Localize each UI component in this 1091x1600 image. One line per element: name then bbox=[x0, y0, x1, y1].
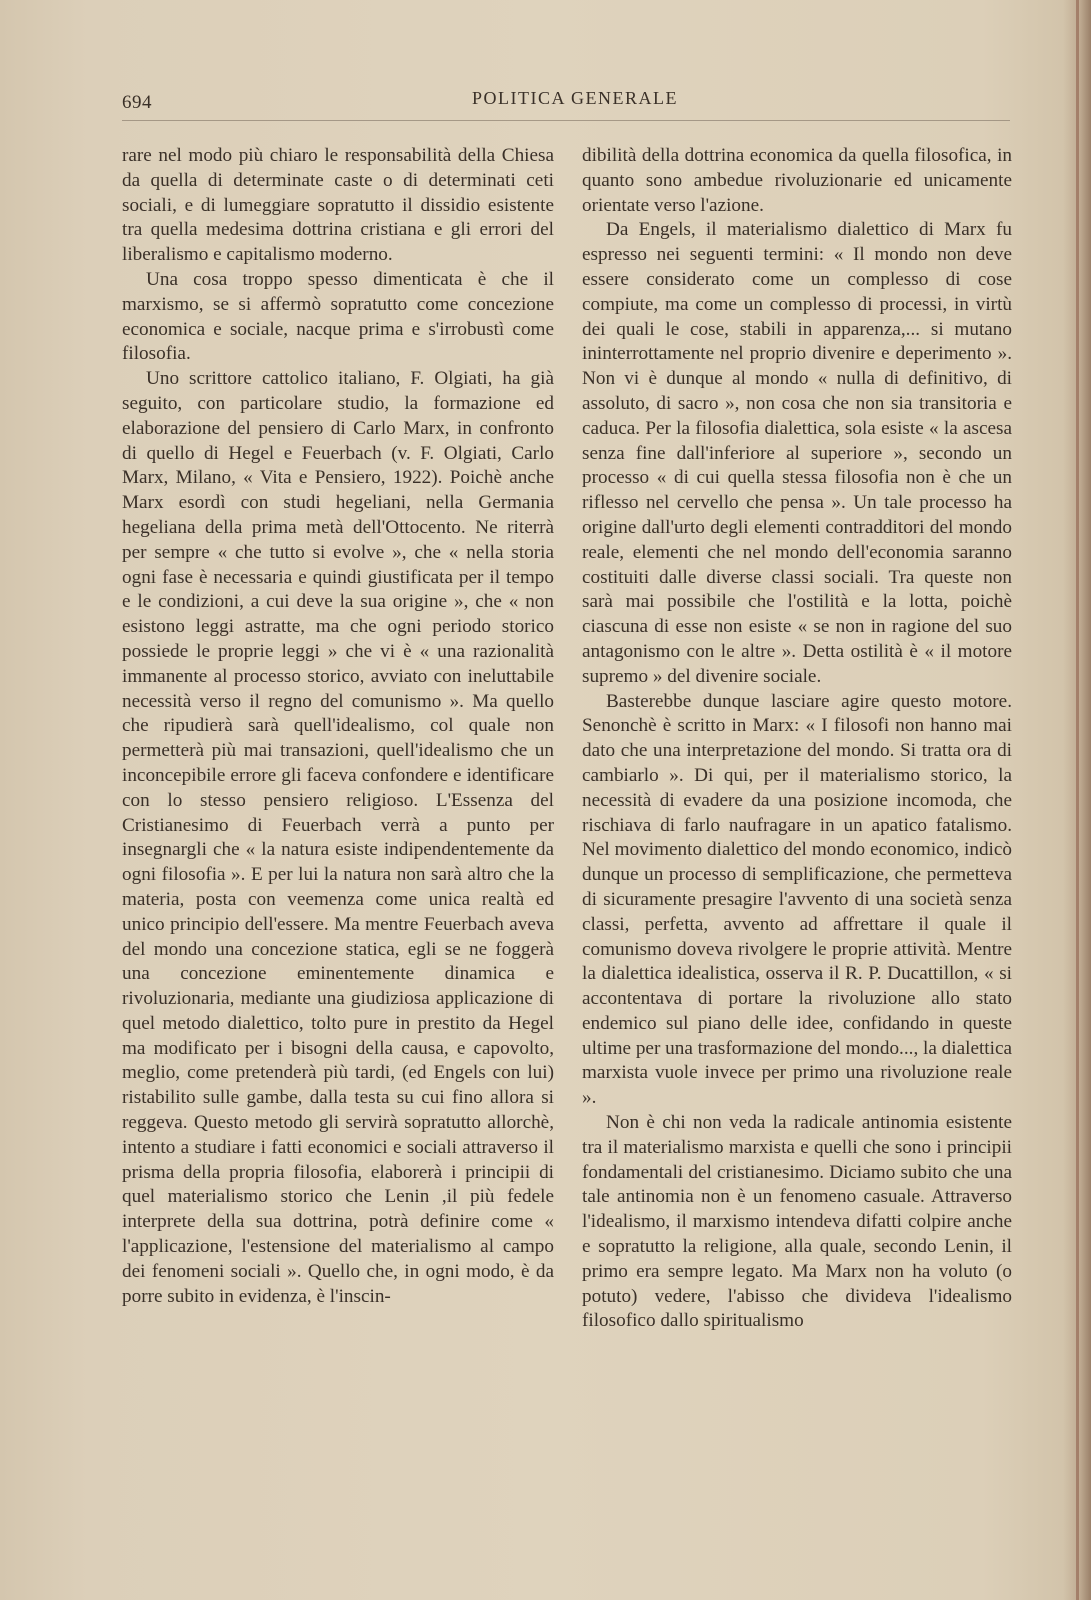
paragraph: dibilità della dottrina economica da quella filosofica, in quanto sono ambedue rivoluzionarie ed unicamente orientate verso l'azione. bbox=[582, 145, 1012, 216]
left-column bbox=[122, 144, 554, 1309]
header-rule bbox=[122, 120, 1010, 121]
paragraph: Da Engels, il materialismo dialettico di Marx fu espresso nei seguenti termini: « Il mondo non deve essere considerato come un complesso di cose compiute, ma come un complesso di processi, in virtù dei quali le cose, stabili in apparenza,... si mutano ininterrottamente nel proprio divenire e deperimento ». Non vi è dunque al mondo « nulla di definitivo, di assoluto, di sacro », non cosa che non sia transitoria e caduca. Per la filosofia dialettica, sola esiste « la ascesa senza fine dall'inferiore al superiore », secondo un processo « di cui quella stessa filosofia non è che un riflesso nel cervello che pensa ». Un tale processo ha origine dall'urto degli elementi contradditori del mondo reale, elementi che nel mondo dell'economia saranno costituiti dalle diverse classi sociali. Tra queste non sarà mai possibile che l'ostilità e la lotta, poichè ciascuna di esse non esiste « se non in ragione del suo antagonismo con le altre ». Detta ostilità è « il motore supremo » del divenire sociale. bbox=[582, 219, 1012, 687]
paragraph: Non è chi non veda la radicale antinomia esistente tra il materialismo marxista e quelli che sono i principii fondamentali del cristianesimo. Diciamo subito che una tale antinomia non è un fenomeno casuale. Attraverso l'idealismo, il marxismo intendeva difatti colpire anche e sopratutto la religione, alla quale, secondo Lenin, il primo era sempre legato. Ma Marx non ha voluto (o potuto) vedere, l'abisso che divideva l'idealismo filosofico dallo spiritualismo bbox=[582, 1112, 1012, 1332]
paragraph: Una cosa troppo spesso dimenticata è che il marxismo, se si affermò sopratutto come concezione economica e sociale, nacque prima e s'irrobustì come filosofia. bbox=[122, 268, 554, 365]
running-title: POLITICA GENERALE bbox=[472, 88, 678, 108]
page-number: 694 bbox=[122, 92, 152, 113]
right-column bbox=[582, 144, 1012, 1334]
running-header bbox=[122, 88, 1002, 114]
paragraph: Basterebbe dunque lasciare agire questo motore. Senonchè è scritto in Marx: « I filosofi non hanno mai dato che una interpretazione del mondo. Si tratta ora di cambiarlo ». Di qui, per il materialismo storico, la necessità di evadere da una posizione incomoda, che rischiava di farlo naufragare in un apatico fatalismo. Nel movimento dialettico del mondo economico, indicò dunque un processo di semplificazione, che permetteva di sicuramente presagire l'avvento di una società senza classi, perfetta, avvento ad affrettare il quale il comunismo doveva rivolgere le proprie attività. Mentre la dialettica idealistica, osserva il R. P. Ducattillon, « si accontentava di portare la rivoluzione allo stato endemico sul piano delle idee, confidando in queste ultime per una trasformazione del mondo..., la dialettica marxista vuole invece per primo una rivoluzione reale ». bbox=[582, 690, 1012, 1109]
paragraph: rare nel modo più chiaro le responsabilità della Chiesa da quella di determinate caste o di determinati ceti sociali, e di lumeggiare sopratutto il dissidio esistente tra quella medesima dottrina cristiana e gli errori del liberalismo e capitalismo moderno. bbox=[122, 145, 554, 266]
paragraph: Uno scrittore cattolico italiano, F. Olgiati, ha già seguito, con particolare studio, la formazione ed elaborazione del pensiero di Carlo Marx, in confronto di quello di Hegel e Feuerbach (v. F. Olgiati, Carlo Marx, Milano, « Vita e Pensiero, 1922). Poichè anche Marx esordì con studi hegeliani, nella Germania hegeliana della prima metà dell'Ottocento. Ne riterrà per sempre « che tutto si evolve », che « nella storia ogni fase è necessaria e quindi giustificata per il tempo e le condizioni, a cui deve la sua origine », che « non esistono leggi astratte, ma che ogni periodo storico possiede le proprie leggi » che vi è « una razionalità immanente al processo storico, avviato con ineluttabile necessità verso il regno del comunismo ». Ma quello che ripudierà sarà quell'idealismo, col quale non permetterà più mai transazioni, quell'idealismo che un inconcepibile errore gli faceva confondere e identificare con lo stesso pensiero religioso. L'Essenza del Cristianesimo di Feuerbach verrà a punto per insegnargli che « la natura esiste indipendentemente da ogni filosofia ». E per lui la natura non sarà altro che la materia, posta con veemenza come unica realtà ed unico principio dell'essere. Ma mentre Feuerbach aveva del mondo una concezione statica, egli se ne foggerà una concezione eminentemente dinamica e rivoluzionaria, mediante una giudiziosa applicazione di quel metodo dialettico, tolto pure in prestito da Hegel ma modificato per i bisogni della causa, e capovolto, meglio, come pretenderà più tardi, (ed Engels con lui) ristabilito sulle gambe, dalla testa su cui fino allora si reggeva. Questo metodo gli servirà sopratutto allorchè, intento a studiare i fatti economici e sociali attraverso il prisma della propria filosofia, elaborerà i principii di quel materialismo storico che Lenin ,il più fedele interprete della sua dottrina, potrà definire come « l'applicazione, l'estensione del materialismo al campo dei fenomeni sociali ». Quello che, in ogni modo, è da porre subito in evidenza, è l'inscin- bbox=[122, 368, 554, 1307]
binding-edge bbox=[1076, 0, 1079, 1600]
